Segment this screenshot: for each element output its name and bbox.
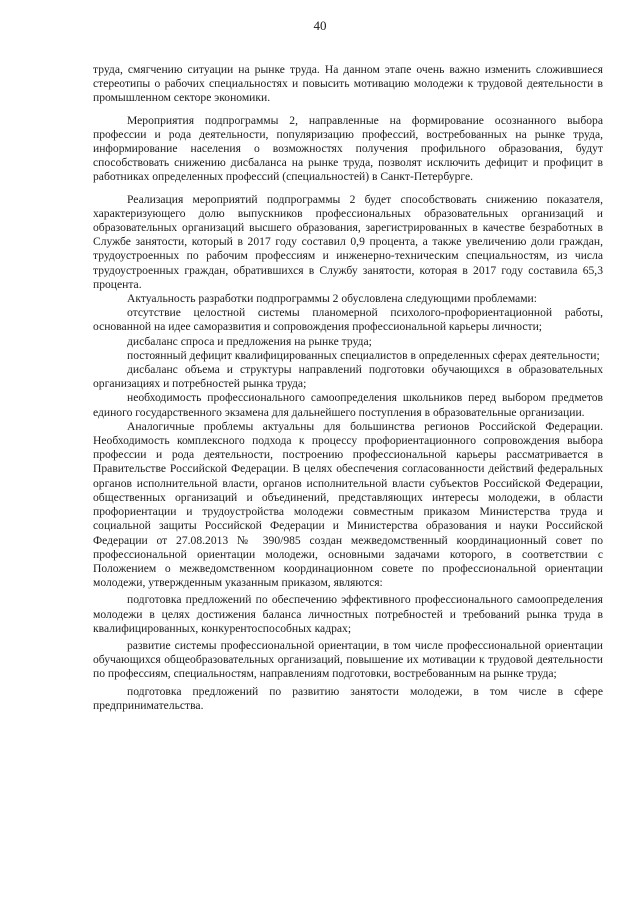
list-item-problem-3: постоянный дефицит квалифицированных специалистов в определенных сферах деятельности;	[127, 348, 600, 362]
list-item-problem-1: отсутствие целостной системы планомерной психолого-профориентационной работы, основанной на идее саморазвития и сопровождения профессиональной карьеры личности;	[93, 306, 603, 334]
paragraph-similar-problems: Аналогичные проблемы актуальны для большинства регионов Российской Федерации. Необходимость комплексного подхода к процессу профориентационного сопровождения выбора профессии и рода деятельности, построению профессиональной карьеры рассматривается в Правительстве Российской Федерации. В целях обеспечения согласованности действий федеральных органов исполнительной власти, органов исполнительной власти субъектов Российской Федерации, общественных организаций и объединений, представляющих интересы молодежи, в области профориентации и трудоустройства молодежи совместным приказом Министерства труда и социальной защиты Российской Федерации и Министерства образования и науки Российской Федерации от 27.08.2013 № 390/985 создан межведомственный координационный совет по профессиональной ориентации молодежи, основными задачами которого, в соответствии с Положением о межведомственном координационном совете по профессиональной ориентации молодежи, утвержденным указанным приказом, являются:	[93, 419, 603, 590]
list-item-task-2: развитие системы профессиональной ориентации, в том числе профессиональной ориентации обучающихся общеобразовательных организаций, повышение их мотивации к трудовой деятельности по профессиям, специальностям, направлениям подготовки, востребованным на рынке труда;	[93, 638, 603, 681]
page-number: 40	[313, 18, 327, 33]
paragraph-implementation: Реализация мероприятий подпрограммы 2 будет способствовать снижению показателя, характеризующего долю выпускников профессиональных образовательных организаций и образовательных организаций высшего образования, зарегистрированных в качестве безработных в Службе занятости, который в 2017 году составил 0,9 процента, а также увеличению доли граждан, трудоустроенных по рабочим профессиям и инженерно-техническим специальностям, из числа трудоустроенных граждан, обратившихся в Службу занятости, которая в 2017 году составила 65,3 процента.	[93, 192, 603, 291]
paragraph-continuation: труда, смягчению ситуации на рынке труда. На данном этапе очень важно изменить сложившиеся стереотипы о рабочих специальностях и повысить мотивацию молодежи к трудовой деятельности в промышленном секторе экономики.	[93, 63, 603, 105]
list-item-problem-4: дисбаланс объема и структуры направлений подготовки обучающихся в образовательных организациях и потребностей рынка труда;	[93, 363, 603, 391]
paragraph-subprogram-measures: Мероприятия подпрограммы 2, направленные на формирование осознанного выбора профессии и рода деятельности, популяризацию профессий, востребованных на рынке труда, информирование населения о возможностях получения профильного образования, будут способствовать снижению дисбаланса на рынке труда, позволят исключить дефицит и профицит в работниках определенных профессий (специальностей) в Санкт-Петербурге.	[93, 113, 603, 184]
list-item-problem-2: дисбаланс спроса и предложения на рынке труда;	[127, 334, 372, 348]
list-item-problem-5: необходимость профессионального самоопределения школьников перед выбором предметов единого государственного экзамена для дальнейшего поступления в образовательные организации.	[93, 391, 603, 419]
list-item-task-1: подготовка предложений по обеспечению эффективного профессионального самоопределения молодежи в целях достижения баланса личностных потребностей и требований рынка труда в квалифицированных, конкурентоспособных кадрах;	[93, 593, 603, 635]
paragraph-relevance: Актуальность разработки подпрограммы 2 обусловлена следующими проблемами:	[127, 292, 537, 306]
document-body	[93, 63, 603, 713]
list-item-task-3: подготовка предложений по развитию занятости молодежи, в том числе в сфере предпринимательства.	[93, 684, 603, 712]
